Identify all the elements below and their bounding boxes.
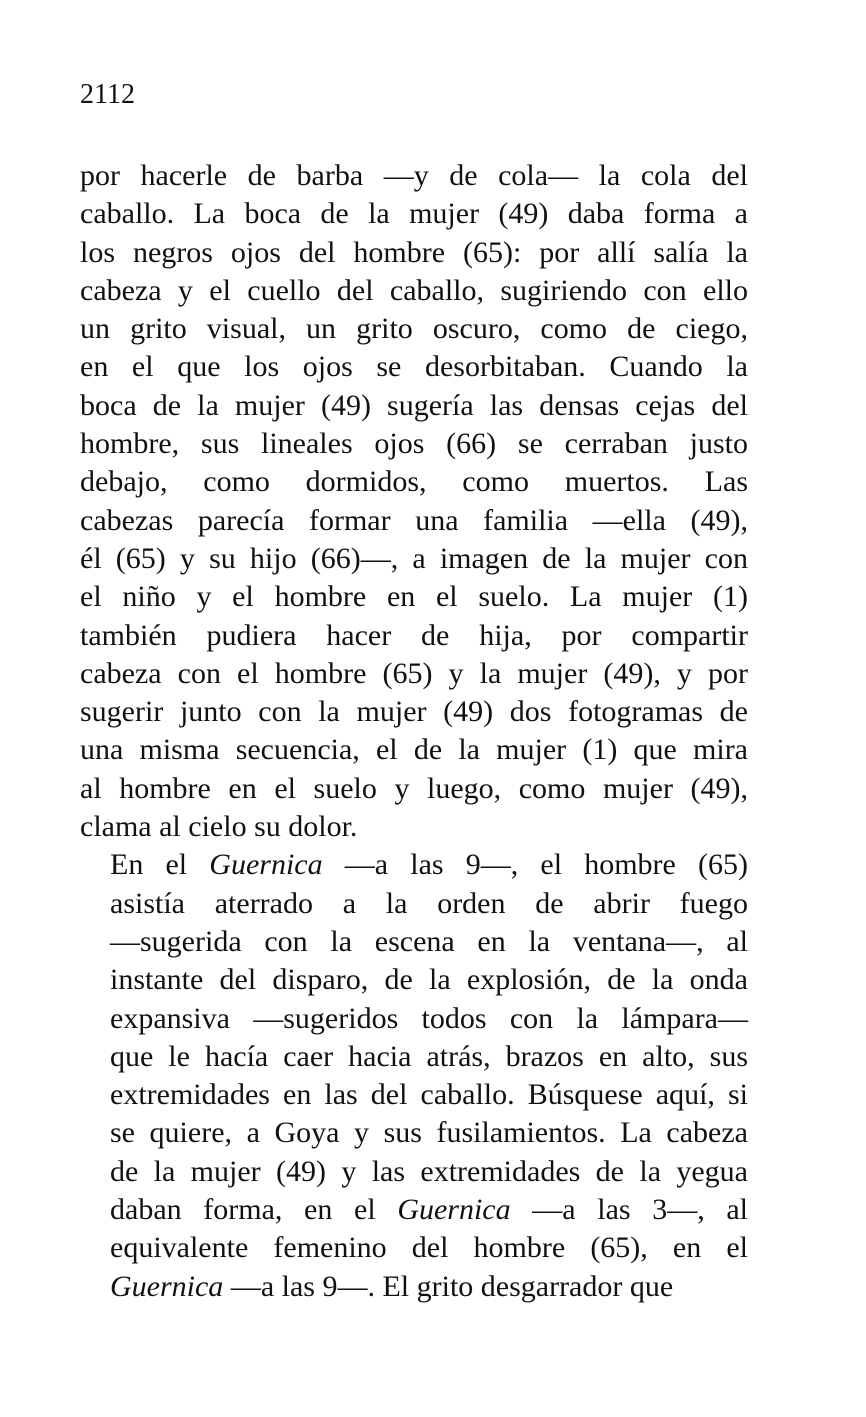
text-run: cabezas parecía formar una familia —ella (49), (80, 503, 748, 537)
body-text (80, 157, 748, 1306)
text-run: boca de la mujer (49) sugería las densas cejas del (80, 388, 748, 422)
text-run: expansiva —sugeridos todos con la lámpara— (110, 1001, 748, 1035)
text-run: un grito visual, un grito oscuro, como de ciego, (80, 312, 748, 346)
text-line (80, 655, 748, 693)
text-line (80, 770, 748, 808)
text-run: el niño y el hombre en el suelo. La mujer (1) (80, 580, 748, 614)
text-line (80, 272, 748, 310)
text-line (80, 195, 748, 233)
text-run: En el (110, 848, 210, 882)
text-line (80, 1114, 748, 1152)
text-line (80, 310, 748, 348)
text-run: sugerir junto con la mujer (49) dos fotogramas de (80, 695, 748, 729)
text-line (80, 502, 748, 540)
text-run: —a las 9—, el hombre (65) (322, 848, 748, 882)
text-line (80, 923, 748, 961)
italic-title: Guernica (397, 1193, 511, 1227)
text-run: de la mujer (49) y las extremidades de la yegua (110, 1154, 748, 1188)
paragraph (80, 157, 748, 846)
text-run: clama al cielo su dolor. (80, 810, 358, 844)
text-line (80, 348, 748, 386)
text-run: cabeza con el hombre (65) y la mujer (49), y por (80, 656, 748, 690)
text-line (80, 425, 748, 463)
text-run: —a las 3—, al (510, 1193, 748, 1227)
text-line (80, 234, 748, 272)
text-run: debajo, como dormidos, como muertos. Las (80, 465, 748, 499)
text-line (80, 1076, 748, 1114)
text-line (80, 578, 748, 616)
text-line (80, 157, 748, 195)
page-number: 2112 (80, 79, 135, 110)
text-run: al hombre en el suelo y luego, como mujer (49), (80, 771, 748, 805)
text-line (80, 387, 748, 425)
text-line (80, 885, 748, 923)
text-run: también pudiera hacer de hija, por compartir (80, 618, 748, 652)
text-line (80, 693, 748, 731)
text-run: instante del disparo, de la explosión, de la onda (110, 963, 748, 997)
text-run: en el que los ojos se desorbitaban. Cuando la (80, 350, 748, 384)
text-run: equivalente femenino del hombre (65), en el (110, 1231, 748, 1265)
text-run: asistía aterrado a la orden de abrir fuego (110, 886, 748, 920)
text-run: los negros ojos del hombre (65): por allí salía la (80, 235, 748, 269)
text-line (80, 617, 748, 655)
text-line (80, 961, 748, 999)
text-run: caballo. La boca de la mujer (49) daba forma a (80, 197, 748, 231)
text-run: que le hacía caer hacia atrás, brazos en alto, sus (110, 1039, 748, 1073)
text-run: se quiere, a Goya y sus fusilamientos. La cabeza (110, 1116, 748, 1150)
italic-title: Guernica (110, 1269, 224, 1303)
text-line (80, 540, 748, 578)
text-run: por hacerle de barba —y de cola— la cola del (80, 159, 748, 192)
text-run: hombre, sus lineales ojos (66) se cerraban justo (80, 427, 748, 461)
paragraph (80, 846, 748, 1306)
text-run: una misma secuencia, el de la mujer (1) que mira (80, 733, 748, 767)
text-run: —a las 9—. El grito desgarrador que (223, 1269, 674, 1303)
text-line (80, 846, 748, 884)
text-line (80, 731, 748, 769)
text-line (80, 463, 748, 501)
text-line (80, 1229, 748, 1267)
text-run: daban forma, en el (110, 1193, 398, 1227)
text-line (80, 1000, 748, 1038)
italic-title: Guernica (209, 848, 323, 882)
text-line (80, 1268, 748, 1306)
text-line (80, 808, 748, 846)
text-line (80, 1153, 748, 1191)
text-run: él (65) y su hijo (66)—, a imagen de la mujer con (80, 541, 748, 575)
text-line (80, 1191, 748, 1229)
text-run: cabeza y el cuello del caballo, sugiriendo con ello (80, 273, 748, 307)
text-line (80, 1038, 748, 1076)
text-run: —sugerida con la escena en la ventana—, al (110, 924, 748, 958)
text-run: extremidades en las del caballo. Búsquese aquí, si (110, 1078, 748, 1112)
